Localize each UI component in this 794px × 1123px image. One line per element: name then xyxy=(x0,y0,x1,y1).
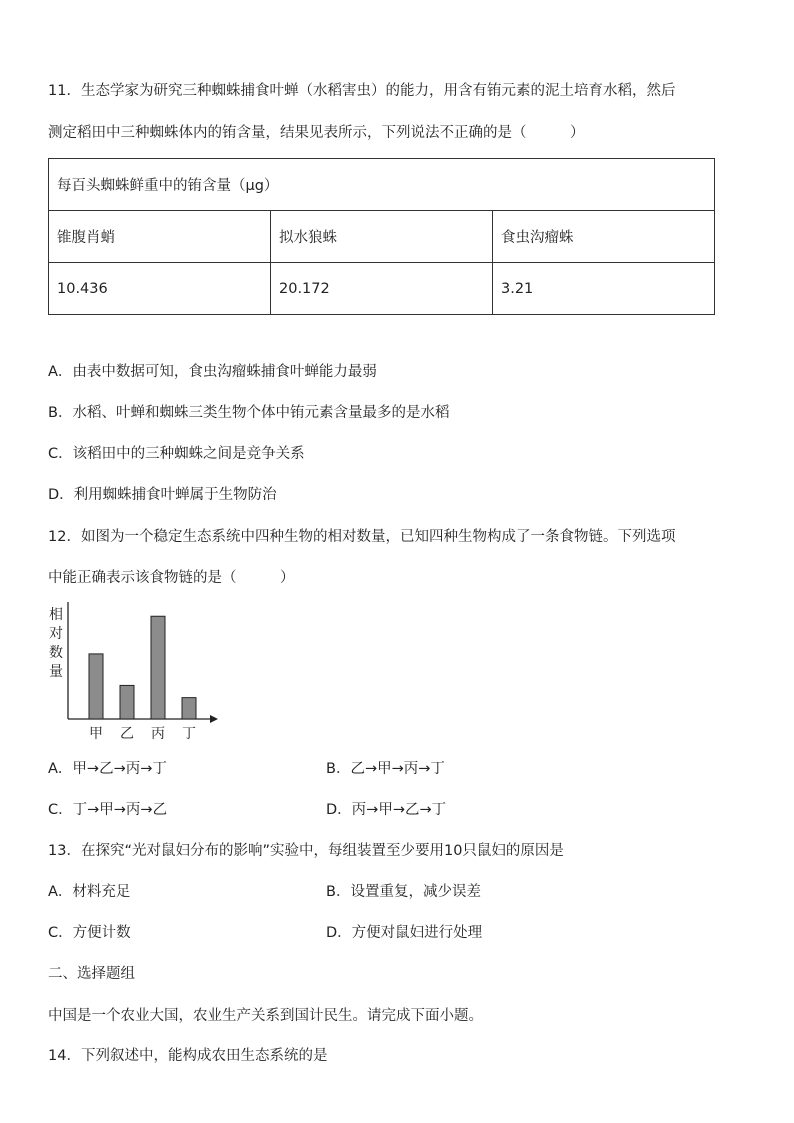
x-tick-label: 甲 xyxy=(89,726,103,742)
y-axis-label-char: 数 xyxy=(49,645,63,661)
table-column-name: 食虫沟瘤蛛 xyxy=(493,211,715,263)
table-value-cell: 20.172 xyxy=(271,263,493,315)
q11-stem-line2: 测定稻田中三种蜘蛛体内的铕含量，结果见表所示，下列说法不正确的是（ ） xyxy=(48,125,585,141)
table-column-name: 锥腹肖蛸 xyxy=(49,211,271,263)
y-axis-label-char: 相 xyxy=(49,607,63,623)
x-tick-label: 丙 xyxy=(151,726,165,742)
bar-丁 xyxy=(182,698,196,719)
bar-丙 xyxy=(151,616,165,719)
x-tick-label: 乙 xyxy=(120,726,134,742)
q12-stem-line1: 12．如图为一个稳定生态系统中四种生物的相对数量，已知四种生物构成了一条食物链。下列选项 xyxy=(48,529,676,545)
q13-stem: 13．在探究“光对鼠妇分布的影响”实验中，每组装置至少要用10只鼠妇的原因是 xyxy=(48,843,564,859)
q13-option-b: B．设置重复，减少误差 xyxy=(326,884,481,900)
q13-option-d: D．方便对鼠妇进行处理 xyxy=(326,925,483,941)
table-value-cell: 3.21 xyxy=(493,263,715,315)
table-row xyxy=(49,263,715,315)
q11-option-d: D．利用蜘蛛捕食叶蝉属于生物防治 xyxy=(48,487,277,503)
q12-option-c: C．丁→甲→丙→乙 xyxy=(48,802,168,818)
y-axis-label xyxy=(49,606,63,680)
q11-data-table xyxy=(48,158,715,315)
q12-stem-line2: 中能正确表示该食物链的是（ ） xyxy=(48,570,295,586)
q12-option-a: A．甲→乙→丙→丁 xyxy=(48,761,167,777)
y-axis-label-char: 量 xyxy=(49,664,63,680)
q11-stem-line1: 11．生态学家为研究三种蜘蛛捕食叶蝉（水稻害虫）的能力，用含有铕元素的泥土培育水稻，然后 xyxy=(48,83,676,99)
x-axis-arrow xyxy=(210,715,218,723)
table-column-name: 拟水狼蛛 xyxy=(271,211,493,263)
bar-乙 xyxy=(120,685,134,719)
q11-option-c: C．该稻田中的三种蜘蛛之间是竞争关系 xyxy=(48,446,305,462)
q14-stem: 14．下列叙述中，能构成农田生态系统的是 xyxy=(48,1048,328,1064)
table-value-cell: 10.436 xyxy=(49,263,271,315)
table-row xyxy=(49,211,715,263)
q12-option-b: B．乙→甲→丙→丁 xyxy=(326,761,445,777)
section-intro: 中国是一个农业大国，农业生产关系到国计民生。请完成下面小题。 xyxy=(48,1008,483,1024)
section-heading: 二、选择题组 xyxy=(48,966,135,982)
q12-option-d: D．丙→甲→乙→丁 xyxy=(326,802,447,818)
q11-option-a: A．由表中数据可知，食虫沟瘤蛛捕食叶蝉能力最弱 xyxy=(48,364,377,380)
table-row xyxy=(49,159,715,211)
y-axis-label-char: 对 xyxy=(49,626,63,642)
x-tick-label: 丁 xyxy=(182,726,196,742)
bar-甲 xyxy=(89,654,103,719)
relative-quantity-bar-chart xyxy=(44,602,224,744)
table-header-cell: 每百头蜘蛛鲜重中的铕含量（μg） xyxy=(49,159,715,211)
q13-option-a: A．材料充足 xyxy=(48,884,131,900)
q13-option-c: C．方便计数 xyxy=(48,925,131,941)
q11-option-b: B．水稻、叶蝉和蜘蛛三类生物个体中铕元素含量最多的是水稻 xyxy=(48,405,450,421)
